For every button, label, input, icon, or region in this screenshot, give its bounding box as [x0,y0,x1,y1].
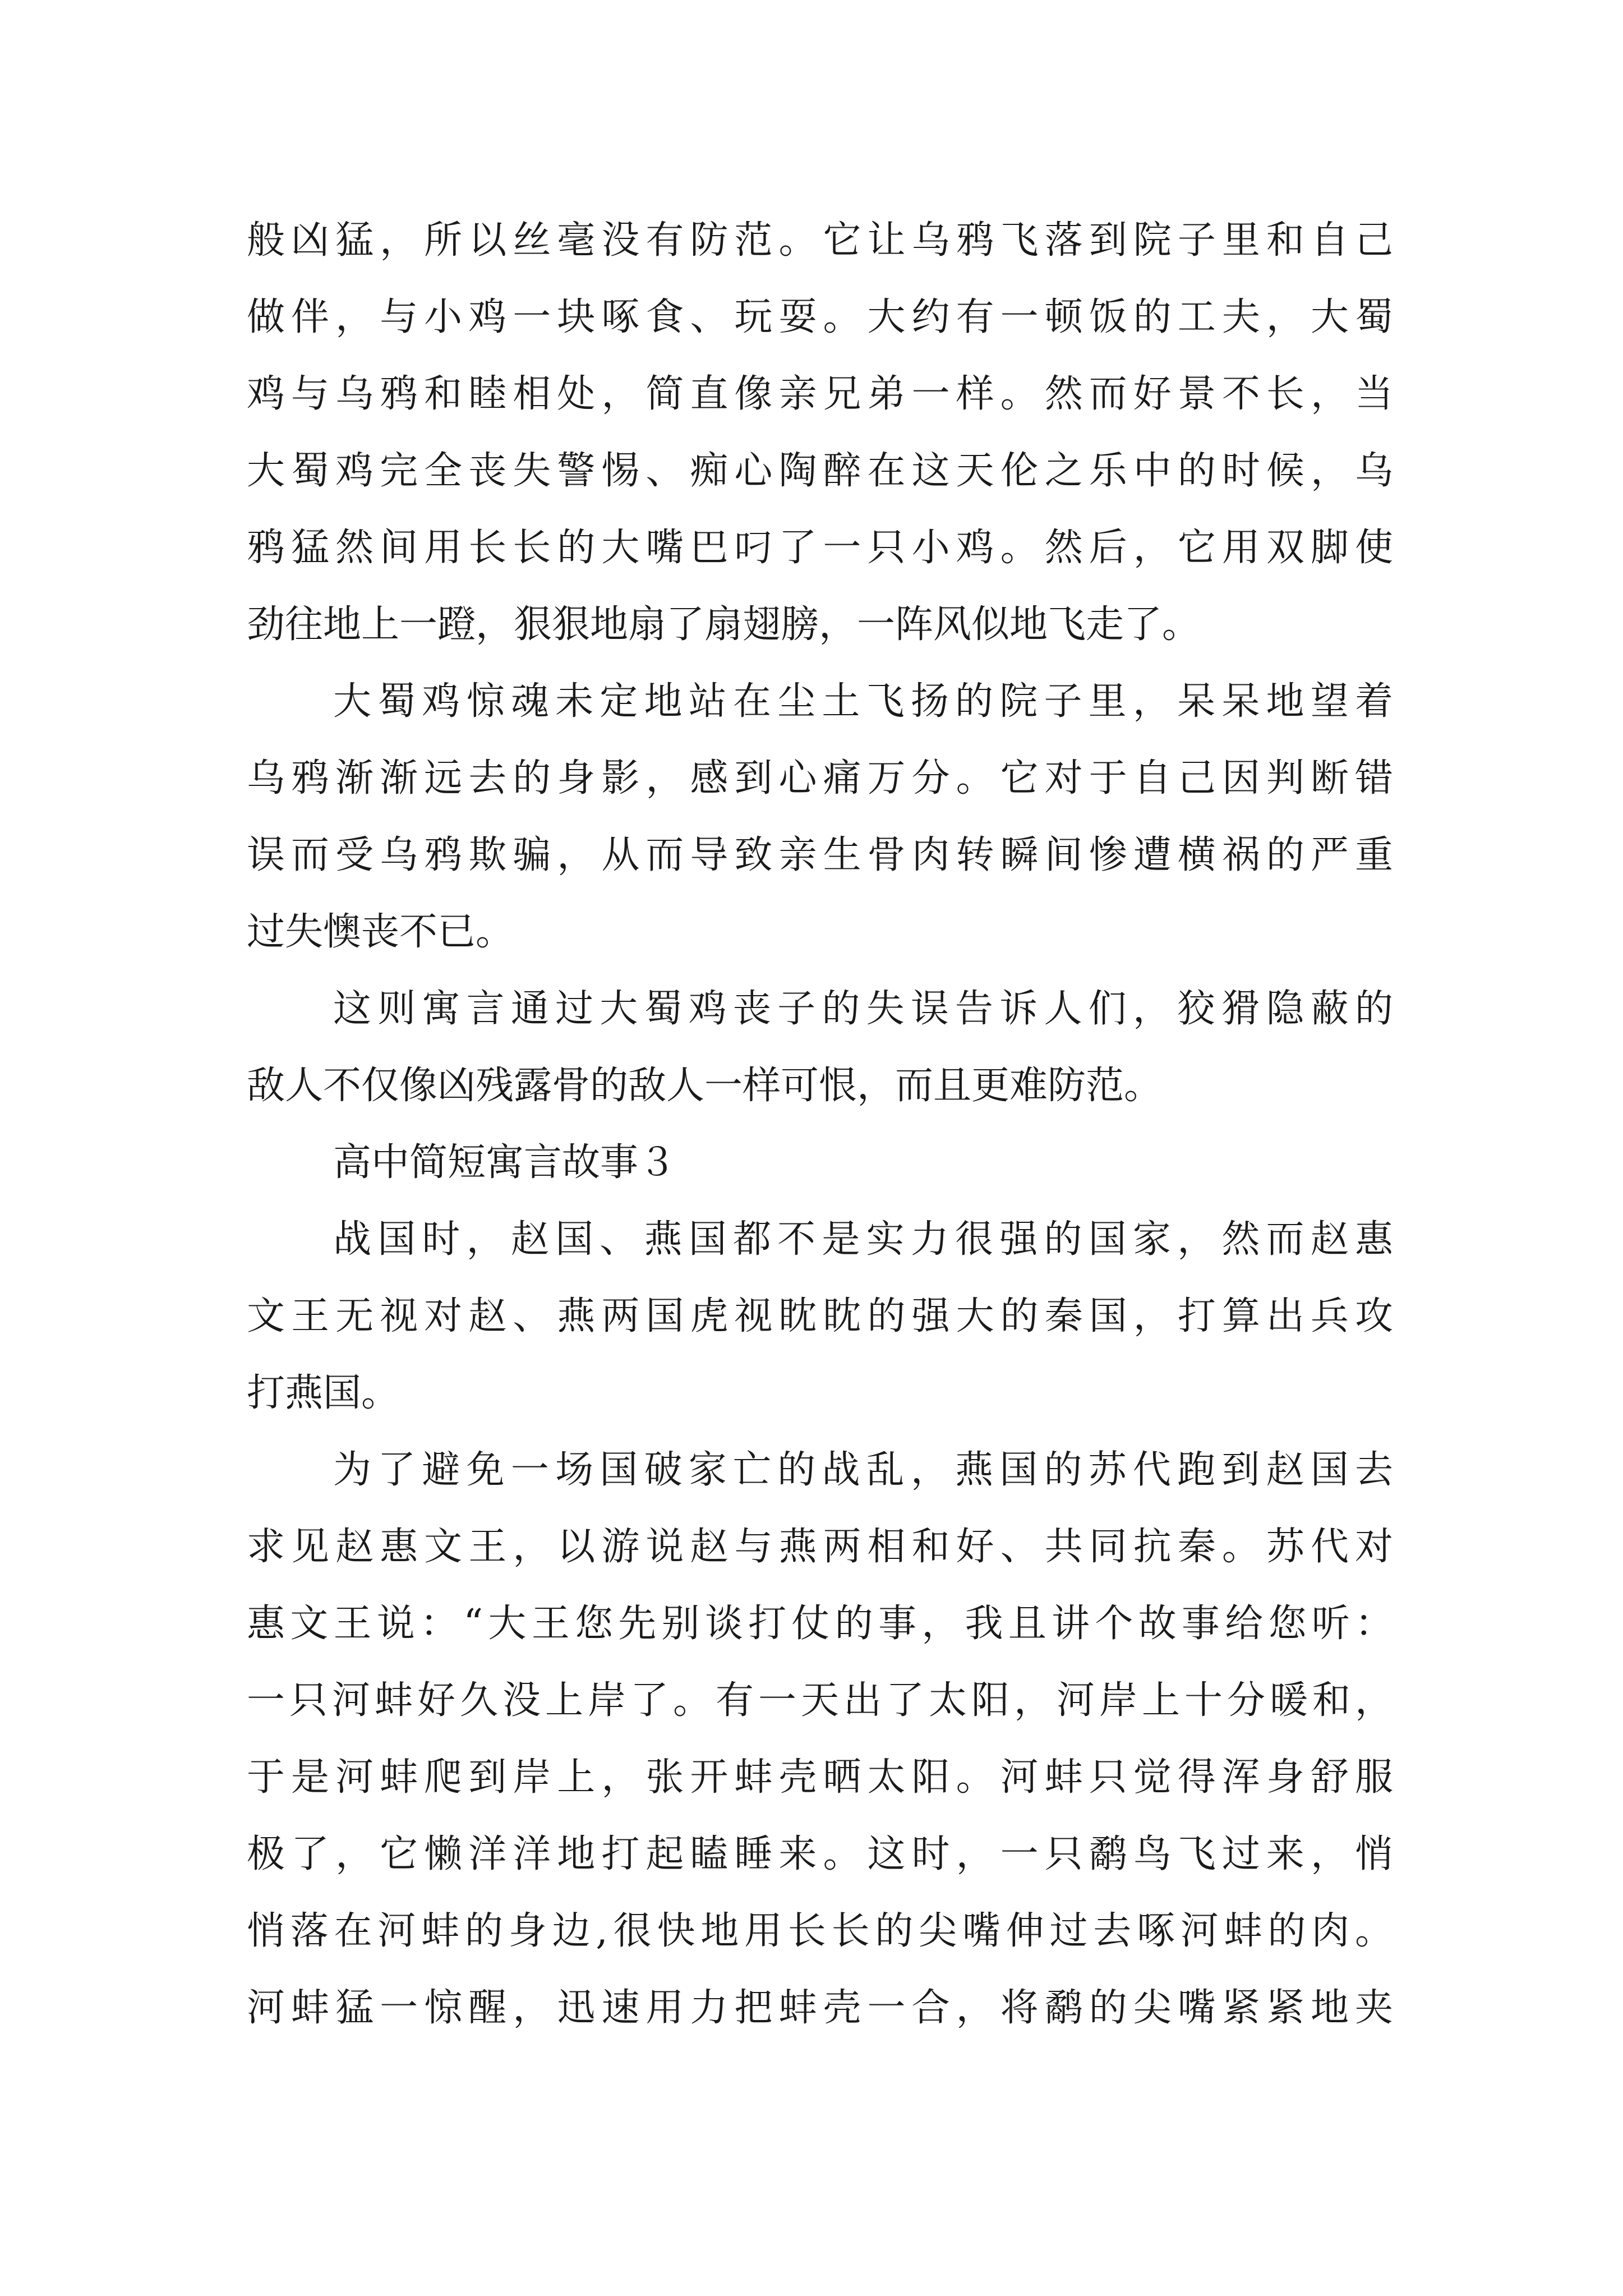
paragraph-line: 打燕国。 [247,1371,400,1415]
document-body [247,202,1393,2046]
paragraph-line: 悄落在河蚌的身边,很快地用长长的尖嘴伸过去啄河蚌的肉。 [247,1909,1393,1953]
paragraph-line: 惠文王说：“大王您先别谈打仗的事，我且讲个故事给您听： [247,1602,1393,1646]
paragraph-line: 误而受乌鸦欺骗，从而导致亲生骨肉转瞬间惨遭横祸的严重 [247,833,1393,877]
paragraph-line: 大蜀鸡完全丧失警惕、痴心陶醉在这天伦之乐中的时候，乌 [247,449,1393,493]
paragraph-line: 鸡与乌鸦和睦相处，简直像亲兄弟一样。然而好景不长，当 [247,372,1393,416]
paragraph-first-line: 大蜀鸡惊魂未定地站在尘土飞扬的院子里，呆呆地望着 [333,679,1393,724]
paragraph-line: 敌人不仅像凶残露骨的敌人一样可恨，而且更难防范。 [247,1064,1163,1108]
paragraph-first-line: 为了避免一场国破家亡的战乱，燕国的苏代跑到赵国去 [333,1448,1393,1492]
paragraph-line: 劲往地上一蹬，狠狠地扇了扇翅膀，一阵风似地飞走了。 [247,602,1201,647]
paragraph-line: 求见赵惠文王，以游说赵与燕两相和好、共同抗秦。苏代对 [247,1525,1393,1569]
paragraph-first-line: 战国时，赵国、燕国都不是实力很强的国家，然而赵惠 [333,1217,1393,1262]
paragraph-line: 极了，它懒洋洋地打起瞌睡来。这时，一只鹬鸟飞过来，悄 [247,1832,1393,1876]
paragraph-first-line: 这则寓言通过大蜀鸡丧子的失误告诉人们，狡猾隐蔽的 [333,987,1393,1031]
paragraph-line: 文王无视对赵、燕两国虎视眈眈的强大的秦国，打算出兵攻 [247,1294,1393,1338]
paragraph-line: 鸦猛然间用长长的大嘴巴叼了一只小鸡。然后，它用双脚使 [247,526,1393,570]
paragraph-line: 河蚌猛一惊醒，迅速用力把蚌壳一合，将鹬的尖嘴紧紧地夹 [247,1986,1393,2030]
paragraph-line: 过失懊丧不已。 [247,910,514,954]
paragraph-line: 一只河蚌好久没上岸了。有一天出了太阳，河岸上十分暖和， [247,1678,1393,1723]
paragraph-line: 做伴，与小鸡一块啄食、玩耍。大约有一顿饭的工夫，大蜀 [247,295,1393,339]
paragraph-line: 于是河蚌爬到岸上，张开蚌壳晒太阳。河蚌只觉得浑身舒服 [247,1755,1393,1800]
paragraph-line: 般凶猛，所以丝毫没有防范。它让乌鸦飞落到院子里和自己 [247,218,1393,263]
paragraph-line: 乌鸦渐渐远去的身影，感到心痛万分。它对于自己因判断错 [247,756,1393,800]
section-heading: 高中简短寓言故事３ [333,1140,677,1185]
